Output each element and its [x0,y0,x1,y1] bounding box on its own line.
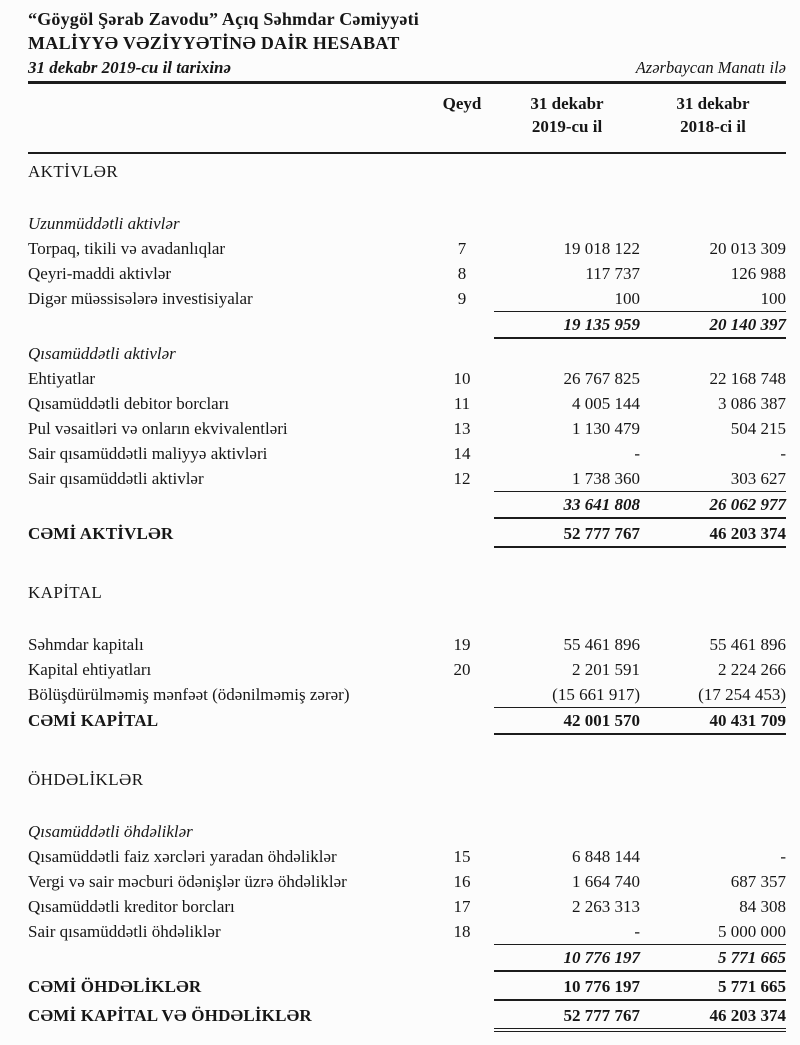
header-divider [28,81,786,84]
note-cell: 10 [453,369,471,388]
note-cell: 17 [453,897,471,916]
value-cells [494,682,786,707]
total-row [28,521,786,550]
value-2018: 20 140 397 [709,315,786,334]
note-cell: 19 [453,635,471,654]
row-label: CƏMİ AKTİVLƏR [28,524,174,543]
subtotal-row [28,944,786,974]
section-heading-row [28,767,786,792]
row-label: Sair qısamüddətli maliyyə aktivləri [28,444,268,463]
column-header-2018-line1: 31 dekabr [676,94,750,113]
table-row [28,286,786,311]
row-label: Vergi və sair məcburi ödənişlər üzrə öhdəliklər [28,872,347,891]
value-2019: 4 005 144 [572,394,640,413]
row-label: CƏMİ KAPİTAL [28,711,159,730]
value-2019: - [634,922,640,941]
section-heading-row [28,159,786,184]
value-cells [494,894,786,919]
total-row [28,974,786,1003]
value-cells [494,844,786,869]
value-cells [494,1003,786,1032]
value-2018: 5 771 665 [718,948,786,967]
value-2018: 100 [760,289,786,308]
note-cell: 18 [453,922,471,941]
value-2019: 52 777 767 [563,1006,640,1025]
row-label: CƏMİ KAPİTAL VƏ ÖHDƏLİKLƏR [28,1006,312,1025]
table-row [28,416,786,441]
value-2019: - [634,444,640,463]
row-label: Qısamüddətli aktivlər [28,344,176,363]
value-cells [494,261,786,286]
row-label: Sair qısamüddətli öhdəliklər [28,922,221,941]
value-2019: 19 018 122 [563,239,640,258]
value-2019: 100 [614,289,640,308]
value-2019: 1 130 479 [572,419,640,438]
value-2019: 42 001 570 [563,711,640,730]
note-cell: 7 [457,239,467,258]
value-cells [494,974,786,1001]
value-2018: 40 431 709 [709,711,786,730]
value-2019: 19 135 959 [563,315,640,334]
value-2018: 2 224 266 [718,660,786,679]
value-2018: 22 168 748 [709,369,786,388]
column-header-2019-line2: 2019-cu il [531,117,603,136]
value-cells [494,707,786,735]
table-row [28,844,786,869]
value-2018: 303 627 [730,469,786,488]
column-header-2018 [640,92,786,138]
value-2019: 1 738 360 [572,469,640,488]
note-cell: 14 [453,444,471,463]
value-2019: 26 767 825 [563,369,640,388]
table-row [28,682,786,707]
row-label: Ehtiyatlar [28,369,96,388]
value-2019: 1 664 740 [572,872,640,891]
value-2018: 504 215 [730,419,786,438]
note-cell: 12 [453,469,471,488]
table-row [28,391,786,416]
row-label: Bölüşdürülməmiş mənfəət (ödənilməmiş zərər) [28,685,350,704]
note-cell: 20 [453,660,471,679]
row-label: Digər müəssisələrə investisiyalar [28,289,253,308]
column-header-note: Qeyd [442,94,482,113]
table-row [28,236,786,261]
value-cells [494,286,786,311]
table-column-headers [28,92,786,138]
value-2018: 26 062 977 [709,495,786,514]
value-2019: 6 848 144 [572,847,640,866]
row-label: ÖHDƏLİKLƏR [28,770,144,789]
value-cells [494,311,786,339]
note-cell: 15 [453,847,471,866]
note-cell: 16 [453,872,471,891]
value-2019: 10 776 197 [563,948,640,967]
table-row [28,632,786,657]
total-row [28,1003,786,1034]
row-label: Kapital ehtiyatları [28,660,152,679]
value-column-headers [494,92,786,138]
value-cells [494,491,786,519]
table-row [28,919,786,944]
value-cells [494,441,786,466]
row-label: Uzunmüddətli aktivlər [28,214,180,233]
value-2018: 687 357 [730,872,786,891]
statement-body [28,159,786,1034]
report-title: MALİYYƏ VƏZİYYƏTİNƏ DAİR HESABAT [28,33,400,53]
table-top-divider [28,152,786,154]
total-row [28,707,786,737]
value-cells [494,919,786,944]
value-2019: 2 201 591 [572,660,640,679]
value-2019: 52 777 767 [563,524,640,543]
table-row [28,441,786,466]
value-2019: 117 737 [585,264,640,283]
value-2018: 20 013 309 [709,239,786,258]
note-cell: 9 [457,289,467,308]
value-cells [494,466,786,491]
value-2019: 33 641 808 [563,495,640,514]
note-cell: 11 [453,394,471,413]
row-label: Qısamüddətli debitor borcları [28,394,230,413]
report-date: 31 dekabr 2019-cu il tarixinə [28,58,232,77]
value-2019: (15 661 917) [552,685,640,704]
report-subheader [28,58,786,78]
value-2019: 55 461 896 [563,635,640,654]
note-cell: 13 [453,419,471,438]
value-2018: (17 254 453) [698,685,786,704]
section-heading-row [28,580,786,605]
column-header-2019 [494,92,640,138]
subtotal-row [28,491,786,521]
value-2018: 5 000 000 [718,922,786,941]
value-cells [494,632,786,657]
value-cells [494,521,786,548]
row-label: Qısamüddətli kreditor borcları [28,897,235,916]
value-2018: 55 461 896 [709,635,786,654]
row-label: Qısamüddətli öhdəliklər [28,822,193,841]
subtotal-row [28,311,786,341]
value-2018: 126 988 [730,264,786,283]
row-label: CƏMİ ÖHDƏLİKLƏR [28,977,202,996]
value-cells [494,944,786,972]
value-cells [494,416,786,441]
column-header-2019-line1: 31 dekabr [530,94,604,113]
value-2019: 10 776 197 [563,977,640,996]
company-name: “Göygöl Şərab Zavodu” Açıq Səhmdar Cəmiyyəti [28,9,419,29]
table-row [28,466,786,491]
value-cells [494,869,786,894]
row-label: AKTİVLƏR [28,162,119,181]
row-label: Pul vəsaitləri və onların ekvivalentləri [28,419,288,438]
value-2018: 5 771 665 [718,977,786,996]
table-row [28,366,786,391]
value-2018: 46 203 374 [709,1006,786,1025]
table-row [28,261,786,286]
row-label: Sair qısamüddətli aktivlər [28,469,204,488]
value-2018: 3 086 387 [718,394,786,413]
column-header-2018-line2: 2018-ci il [680,117,746,136]
value-cells [494,366,786,391]
note-cell: 8 [457,264,467,283]
subsection-heading-row [28,819,786,844]
row-label: Torpaq, tikili və avadanlıqlar [28,239,226,258]
subsection-heading-row [28,341,786,366]
value-cells [494,236,786,261]
row-label: Səhmdar kapitalı [28,635,144,654]
value-2018: 84 308 [739,897,786,916]
value-2018: - [780,444,786,463]
subsection-heading-row [28,211,786,236]
table-row [28,869,786,894]
currency-note: Azərbaycan Manatı ilə [635,58,786,77]
table-row [28,894,786,919]
row-label: Qeyri-maddi aktivlər [28,264,172,283]
row-label: KAPİTAL [28,583,103,602]
value-cells [494,657,786,682]
value-2019: 2 263 313 [572,897,640,916]
value-cells [494,391,786,416]
value-2018: - [780,847,786,866]
table-row [28,657,786,682]
value-2018: 46 203 374 [709,524,786,543]
row-label: Qısamüddətli faiz xərcləri yaradan öhdəliklər [28,847,337,866]
